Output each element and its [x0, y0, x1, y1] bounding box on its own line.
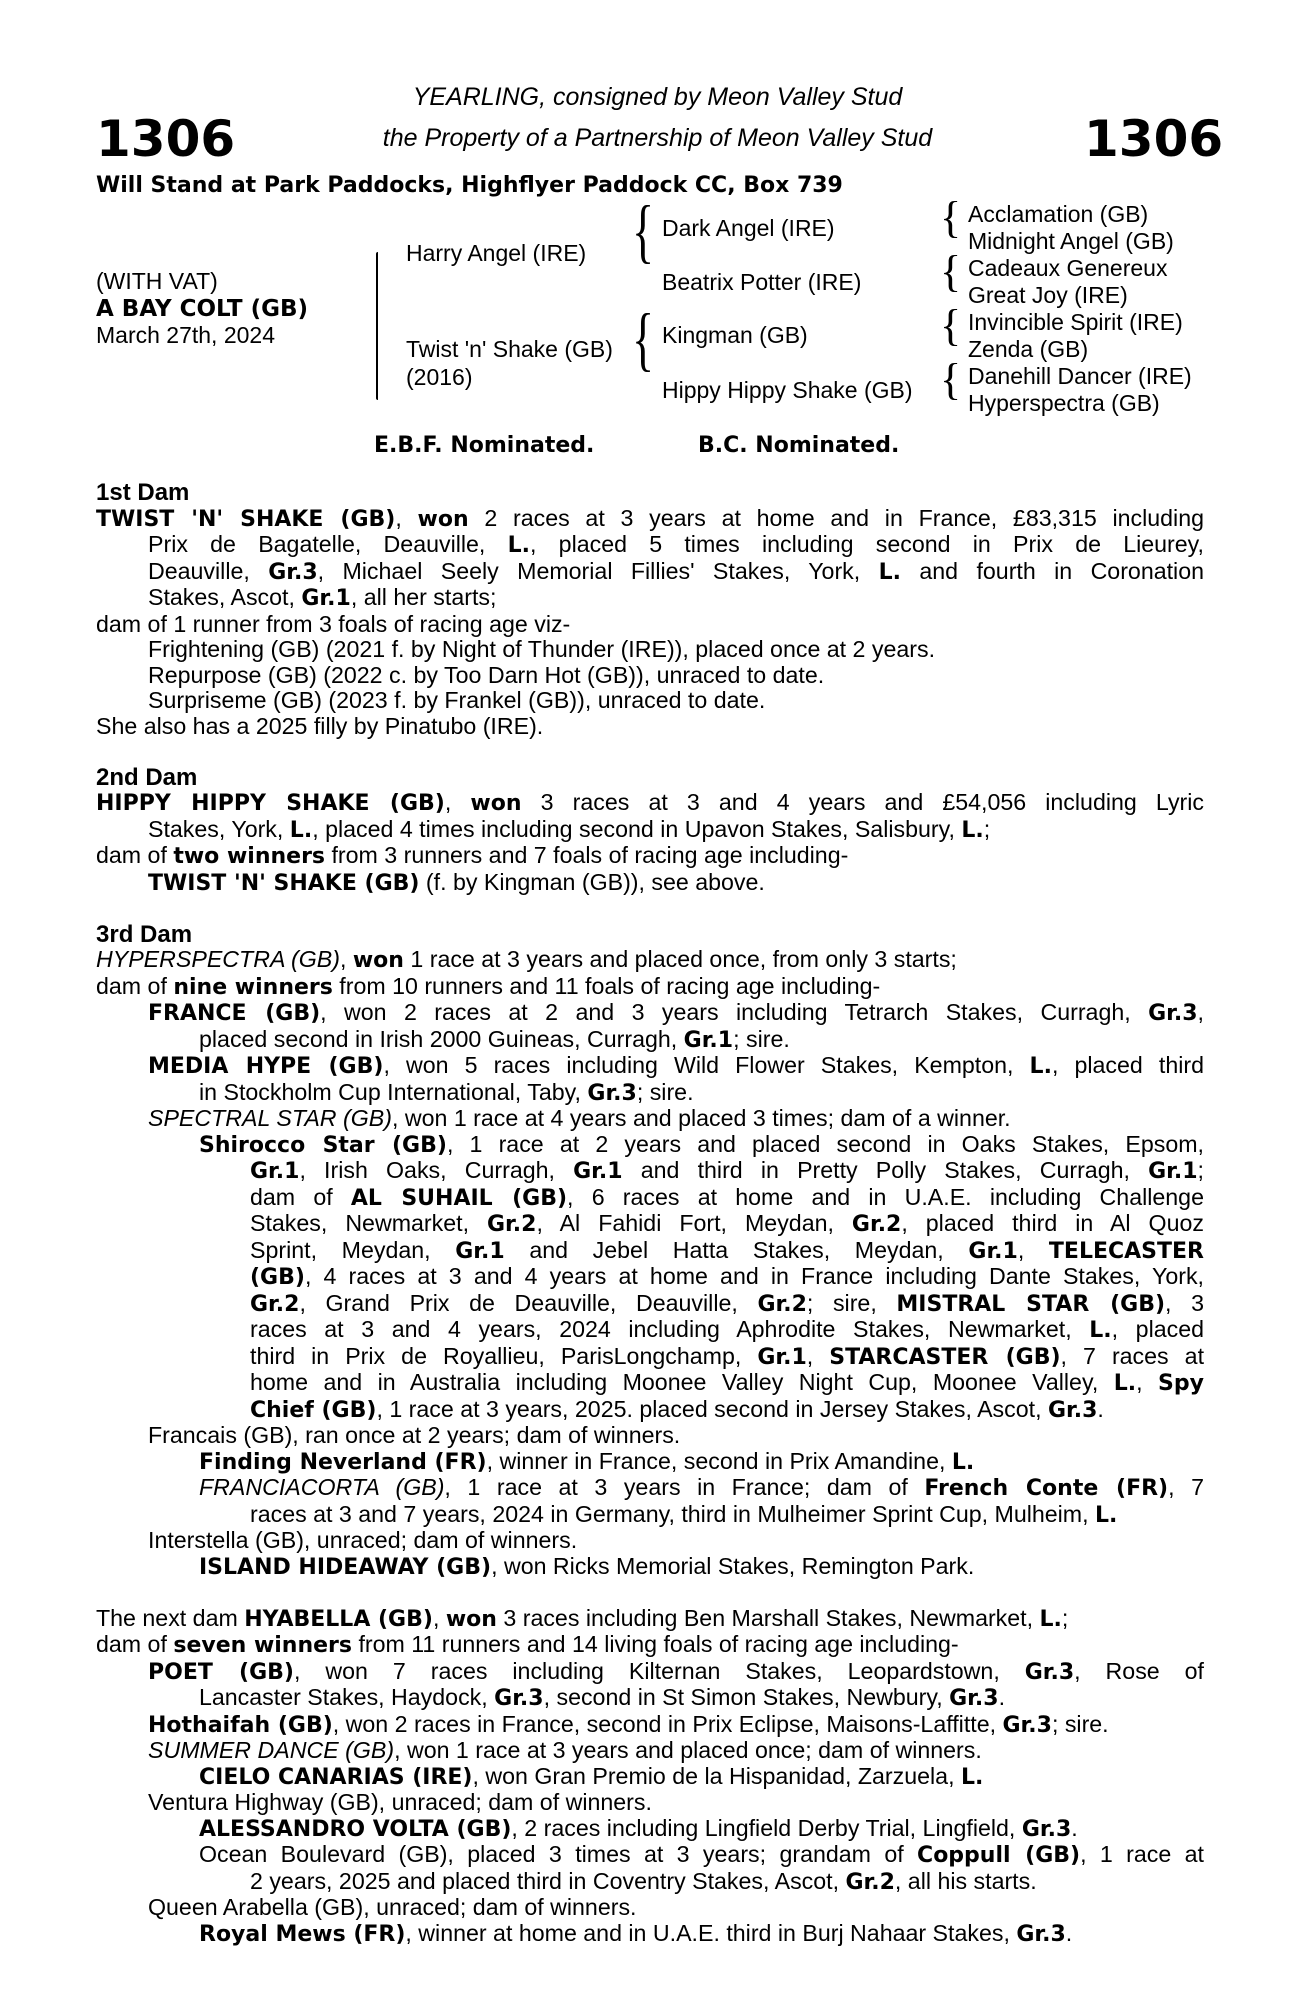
race-grade: Gr.3	[1024, 1659, 1075, 1685]
dam: Twist 'n' Shake (GB)	[406, 336, 613, 362]
produce-item	[96, 1211, 1204, 1238]
text: , 1 race at	[1080, 1841, 1204, 1867]
produce-item	[96, 1291, 1204, 1318]
first-dam-won: won	[417, 506, 469, 532]
first-dam-line	[96, 559, 1204, 586]
horse-name-bold: ALESSANDRO VOLTA (GB)	[199, 1816, 512, 1842]
sire-sire: Dark Angel (IRE)	[662, 215, 835, 241]
text: ;	[1197, 1157, 1204, 1183]
next-dam-line	[96, 1632, 1204, 1659]
first-dam-line	[96, 532, 1204, 559]
produce-item	[96, 1080, 1204, 1107]
horse-name-bold: FRANCE (GB)	[148, 1001, 321, 1026]
first-dam-text: , placed 5 times including second in Prix de Lieurey,	[530, 531, 1204, 557]
produce-item: Frightening (GB) (2021 f. by Night of Thunder (IRE)), placed once at 2 years.	[148, 636, 936, 662]
first-dam-heading: 1st Dam	[96, 479, 190, 506]
text: , 2 races including Lingfield Derby Trial, Lingfield,	[511, 1814, 1022, 1841]
horse-name-bold: TWIST 'N' SHAKE (GB)	[148, 870, 420, 896]
second-dam-line	[96, 843, 1204, 870]
race-grade: L.	[960, 1764, 984, 1790]
horse-name-bold: Coppull (GB)	[917, 1843, 1081, 1868]
horse-name-italic: SPECTRAL STAR (GB)	[148, 1105, 392, 1131]
first-dam-text: Deauville,	[148, 557, 269, 584]
text: dam of	[96, 972, 174, 999]
text: .	[1097, 1395, 1104, 1422]
race-grade: Gr.3	[268, 559, 318, 585]
race-grade: Gr.3	[1047, 1397, 1098, 1423]
grandsire-2: Cadeaux Genereux	[968, 255, 1168, 281]
sire: Harry Angel (IRE)	[406, 240, 587, 266]
race-grade: Gr.3	[1148, 1001, 1198, 1026]
horse-name-bold: TELECASTER	[1048, 1238, 1204, 1264]
property-line: the Property of a Partnership of Meon Valley Stud	[382, 124, 933, 152]
text: ,	[1197, 999, 1204, 1025]
produce-text: (f. by Kingman (GB)), see above.	[419, 868, 765, 895]
produce-item	[96, 1264, 1204, 1291]
race-grade: Gr.2	[250, 1291, 300, 1317]
winner-count: nine winners	[173, 974, 333, 1000]
race-grade: L.	[507, 533, 530, 558]
horse-name-bold: Spy	[1158, 1371, 1204, 1396]
first-dam-line: TWIST 'N' SHAKE (GB), won 2 races at 3 years at home and in France, £83,315 including	[96, 504, 1204, 532]
produce-item	[96, 1370, 1204, 1397]
horse-name-bold: Royal Mews (FR)	[199, 1921, 406, 1947]
text: ; sire.	[733, 1025, 790, 1052]
brace-g1: {	[940, 193, 962, 242]
race-grade: Gr.2	[757, 1291, 807, 1317]
won-label: won	[445, 1606, 497, 1632]
horse-name-italic: SUMMER DANCE (GB)	[148, 1737, 395, 1763]
lot-number-left: 1306	[96, 110, 236, 168]
text: , 4 races at 3 and 4 years at home and in France including Dante Stakes, York,	[304, 1263, 1204, 1289]
produce-item	[96, 1449, 1204, 1476]
horse-name-bold: Shirocco Star (GB)	[199, 1132, 447, 1158]
winner-count: seven winners	[173, 1633, 352, 1658]
text: ; sire.	[1051, 1710, 1109, 1737]
granddam-3: Zenda (GB)	[968, 336, 1089, 362]
text: , Grand Prix de Deauville, Deauville,	[299, 1289, 758, 1316]
race-grade: L.	[878, 559, 901, 585]
text: Ocean Boulevard (GB), placed 3 times at 3 years; grandam of	[199, 1841, 918, 1867]
brace-sire: {	[632, 190, 655, 270]
first-dam-section	[96, 480, 1204, 739]
text: , 7 races at	[1060, 1342, 1205, 1369]
vat-note: (WITH VAT)	[96, 268, 218, 294]
text: ; sire,	[806, 1289, 897, 1316]
text: ;	[1061, 1604, 1069, 1631]
produce-item	[96, 1554, 1204, 1581]
produce-item	[96, 1185, 1204, 1212]
text: , all his starts.	[894, 1867, 1037, 1894]
first-dam-name: TWIST 'N' SHAKE (GB)	[96, 506, 396, 532]
brace-g3: {	[940, 301, 962, 350]
horse-name-bold: Chief (GB)	[250, 1397, 377, 1423]
produce-item	[96, 1132, 1204, 1159]
text: The next dam	[96, 1604, 245, 1631]
text: ,	[1136, 1369, 1159, 1395]
text: , placed third in Al Quoz	[901, 1210, 1204, 1236]
winner-count: two winners	[173, 844, 326, 869]
race-grade: Gr.1	[250, 1159, 300, 1184]
dam-year: (2016)	[406, 364, 473, 390]
race-grade: Gr.3	[494, 1686, 544, 1711]
text: Lancaster Stakes, Haydock,	[199, 1684, 495, 1710]
first-dam-text: , all her starts;	[350, 584, 497, 610]
horse-name-bold: French Conte (FR)	[924, 1476, 1169, 1501]
produce-item	[96, 1000, 1204, 1027]
first-dam-line	[96, 585, 1204, 612]
second-dam-text: 3 races at 3 and 4 years and £54,056 including Lyric	[521, 789, 1205, 815]
race-grade: Gr.3	[1016, 1921, 1066, 1947]
race-grade: Gr.3	[949, 1686, 999, 1711]
text: in Stockholm Cup International, Taby,	[199, 1078, 588, 1105]
third-dam-heading: 3rd Dam	[96, 920, 193, 948]
race-grade: L.	[289, 817, 313, 843]
brace-dam: {	[632, 298, 655, 378]
horse-name-bold: MISTRAL STAR (GB)	[896, 1291, 1166, 1317]
text: ,	[339, 946, 353, 972]
first-dam-produce-intro: dam of 1 runner from 3 foals of racing age viz-	[96, 610, 571, 637]
second-dam-won: won	[470, 791, 522, 816]
first-dam-text: 2 races at 3 years at home and in France, £83,315 including	[468, 504, 1204, 531]
produce-item: Queen Arabella (GB), unraced; dam of winners.	[148, 1894, 637, 1920]
produce-item	[96, 1869, 1204, 1896]
produce-item	[96, 1344, 1204, 1371]
text: , 1 race at 3 years, 2025. placed second in Jersey Stakes, Ascot,	[376, 1395, 1048, 1422]
text: races at 3 and 4 years, 2024 including Aphrodite Stakes, Newmarket,	[250, 1316, 1090, 1342]
text: placed second in Irish 2000 Guineas, Curragh,	[199, 1025, 684, 1052]
text: , Irish Oaks, Curragh,	[299, 1157, 574, 1183]
horse-name-bold: ISLAND HIDEAWAY (GB)	[199, 1554, 492, 1580]
race-grade: L.	[1029, 1054, 1052, 1079]
produce-item	[96, 1053, 1204, 1080]
text: .	[998, 1684, 1006, 1710]
produce-item	[96, 1238, 1204, 1265]
grandsire-1: Acclamation (GB)	[968, 201, 1149, 227]
race-grade: Gr.1	[1148, 1159, 1198, 1184]
produce-item	[96, 1027, 1204, 1054]
horse-name: A BAY COLT (GB)	[96, 296, 309, 322]
produce-item	[96, 1659, 1204, 1686]
text: and Jebel Hatta Stakes, Meydan,	[504, 1236, 969, 1263]
second-dam-text: ;	[983, 815, 991, 842]
horse-name-bold: POET (GB)	[148, 1659, 294, 1685]
horse-name-bold: AL SUHAIL (GB)	[350, 1185, 568, 1211]
won-label: won	[352, 948, 404, 973]
text: , won 5 races including Wild Flower Stakes, Kempton,	[383, 1052, 1030, 1078]
dam-dam: Hippy Hippy Shake (GB)	[662, 377, 913, 403]
foaling-date: March 27th, 2024	[96, 322, 276, 348]
text: , second in St Simon Stakes, Newbury,	[543, 1684, 950, 1710]
race-grade: L.	[1089, 1318, 1112, 1343]
second-dam-name: HIPPY HIPPY SHAKE (GB)	[96, 791, 445, 816]
first-dam-text: Prix de Bagatelle, Deauville,	[148, 531, 508, 557]
race-grade: Gr.1	[683, 1027, 734, 1053]
second-dam-line: HIPPY HIPPY SHAKE (GB), won 3 races at 3 and 4 years and £54,056 including Lyric	[96, 789, 1205, 816]
third-dam-line	[96, 974, 1204, 1001]
race-grade: Gr.2	[487, 1212, 537, 1237]
text: ,	[1017, 1236, 1049, 1263]
horse-name-bold: (GB)	[250, 1265, 305, 1290]
first-dam-text: Stakes, Ascot,	[148, 584, 302, 610]
text: dam of	[250, 1183, 351, 1210]
first-dam-text: , Michael Seely Memorial Fillies' Stakes, York,	[317, 557, 879, 584]
produce-item	[96, 1764, 1204, 1791]
text: 3 races including Ben Marshall Stakes, Newmarket,	[496, 1604, 1040, 1631]
ebf-nomination: E.B.F. Nominated.	[374, 433, 595, 458]
horse-name-bold: STARCASTER (GB)	[829, 1344, 1061, 1370]
lot-number-right: 1306	[1084, 110, 1224, 168]
produce-item	[96, 1475, 1204, 1502]
text: , placed	[1111, 1316, 1204, 1342]
catalogue-body	[96, 480, 1204, 1947]
text: ,	[432, 1604, 446, 1631]
produce-item	[96, 1106, 1204, 1132]
horse-name-italic: FRANCIACORTA (GB)	[199, 1474, 445, 1500]
text: , won Ricks Memorial Stakes, Remington Park.	[491, 1552, 975, 1579]
text: from 11 runners and 14 living foals of racing age including-	[352, 1631, 959, 1657]
text: , won Gran Premio de la Hispanidad, Zarzuela,	[472, 1762, 961, 1789]
race-grade: L.	[951, 1449, 975, 1475]
race-grade: L.	[961, 817, 984, 843]
horse-name-bold: Hothaifah (GB)	[148, 1712, 333, 1738]
brace-g4: {	[940, 355, 962, 404]
text: races at 3 and 7 years, 2024 in Germany, third in Mulheimer Sprint Cup, Mulheim,	[250, 1500, 1096, 1527]
location-line: Will Stand at Park Paddocks, Highflyer Paddock CC, Box 739	[96, 173, 843, 198]
text: ; sire.	[636, 1078, 694, 1105]
third-dam-section	[96, 922, 1204, 1581]
grandsire-4: Danehill Dancer (IRE)	[968, 363, 1192, 389]
text: , Rose of	[1074, 1657, 1204, 1684]
first-dam-text: and fourth in Coronation	[901, 557, 1204, 584]
next-dam-name: HYABELLA (GB)	[244, 1606, 433, 1632]
race-grade: Gr.1	[301, 586, 351, 611]
third-dam-line	[96, 947, 1204, 974]
text: 1 race at 3 years and placed once, from only 3 starts;	[403, 946, 957, 972]
granddam-2: Great Joy (IRE)	[968, 282, 1128, 308]
produce-item	[96, 1921, 1204, 1948]
produce-item	[96, 1158, 1204, 1185]
text: , won 1 race at 3 years and placed once; dam of winners.	[394, 1737, 982, 1763]
second-dam-text: dam of	[96, 842, 174, 868]
produce-item	[96, 1738, 1204, 1764]
race-grade: Gr.3	[587, 1080, 637, 1106]
produce-item	[96, 1502, 1204, 1529]
dam-sire: Kingman (GB)	[662, 322, 808, 348]
text: , won 1 race at 4 years and placed 3 times; dam of a winner.	[391, 1105, 1011, 1131]
text: , 6 races at home and in U.A.E. including Challenge	[567, 1183, 1204, 1210]
first-dam-note: She also has a 2025 filly by Pinatubo (IRE).	[96, 712, 544, 739]
next-dam-section	[96, 1606, 1204, 1948]
third-dam-name: HYPERSPECTRA (GB)	[96, 946, 340, 972]
text: , won 2 races at 2 and 3 years including Tetrarch Stakes, Curragh,	[320, 999, 1149, 1025]
race-grade: L.	[1039, 1606, 1062, 1632]
horse-name-bold: MEDIA HYPE (GB)	[148, 1054, 384, 1079]
produce-item	[96, 1397, 1204, 1424]
brace-g2: {	[940, 247, 962, 296]
race-grade: Gr.2	[845, 1869, 895, 1895]
horse-name-bold: Finding Neverland (FR)	[199, 1449, 487, 1475]
race-grade: Gr.1	[968, 1238, 1018, 1264]
race-grade: Gr.2	[851, 1212, 902, 1237]
second-dam-section	[96, 765, 1204, 897]
text: .	[1071, 1814, 1078, 1841]
text: 2 years, 2025 and placed third in Coventry Stakes, Ascot,	[250, 1867, 846, 1894]
text: , placed third	[1051, 1052, 1204, 1078]
produce-item: Repurpose (GB) (2022 c. by Too Darn Hot (GB)), unraced to date.	[148, 661, 825, 688]
race-grade: Gr.1	[757, 1344, 807, 1370]
text: home and in Australia including Moonee Valley Night Cup, Moonee Valley,	[250, 1369, 1114, 1395]
produce-item: Interstella (GB), unraced; dam of winners.	[148, 1527, 578, 1553]
text: , 7	[1168, 1474, 1204, 1500]
second-dam-text: from 3 runners and 7 foals of racing age including-	[325, 842, 849, 868]
produce-item	[96, 1317, 1204, 1344]
grandsire-3: Invincible Spirit (IRE)	[968, 309, 1183, 335]
second-dam-heading: 2nd Dam	[96, 763, 198, 791]
produce-item: Ventura Highway (GB), unraced; dam of winners.	[148, 1789, 652, 1815]
race-grade: Gr.1	[455, 1238, 505, 1264]
race-grade: Gr.3	[1021, 1816, 1072, 1842]
sire-dam: Beatrix Potter (IRE)	[662, 269, 862, 295]
text: , 3	[1165, 1289, 1205, 1316]
text: ,	[806, 1342, 830, 1369]
text: , winner in France, second in Prix Amandine,	[486, 1447, 952, 1474]
race-grade: Gr.3	[1002, 1712, 1052, 1738]
produce-item: Francais (GB), ran once at 2 years; dam of winners.	[148, 1422, 681, 1448]
produce-item	[96, 870, 1204, 897]
text: and third in Pretty Polly Stakes, Curragh,	[622, 1157, 1149, 1183]
text: , winner at home and in U.A.E. third in Burj Nahaar Stakes,	[405, 1919, 1017, 1946]
horse-name-bold: CIELO CANARIAS (IRE)	[199, 1764, 473, 1790]
race-grade: L.	[1113, 1371, 1137, 1396]
produce-item	[96, 1816, 1204, 1843]
produce-item	[96, 1685, 1204, 1712]
granddam-1: Midnight Angel (GB)	[968, 228, 1174, 254]
text: third in Prix de Royallieu, ParisLongchamp,	[250, 1342, 758, 1369]
text: dam of	[96, 1631, 174, 1657]
pedigree-brace-main	[376, 252, 378, 400]
text: , 1 race at 2 years and placed second in Oaks Stakes, Epsom,	[446, 1130, 1204, 1157]
text: Sprint, Meydan,	[250, 1236, 456, 1263]
consignor-line: YEARLING, consigned by Meon Valley Stud	[412, 83, 903, 111]
race-grade: Gr.1	[573, 1159, 623, 1184]
text: , 1 race at 3 years in France; dam of	[444, 1474, 925, 1500]
second-dam-text: Stakes, York,	[148, 815, 290, 842]
second-dam-text: , placed 4 times including second in Upavon Stakes, Salisbury,	[312, 815, 962, 842]
text: .	[1065, 1919, 1073, 1946]
text: , won 7 races including Kilternan Stakes, Leopardstown,	[293, 1657, 1025, 1684]
produce-item: Surpriseme (GB) (2023 f. by Frankel (GB)), unraced to date.	[148, 687, 766, 713]
text: Stakes, Newmarket,	[250, 1210, 487, 1236]
second-dam-line	[96, 817, 1204, 844]
race-grade: L.	[1095, 1502, 1118, 1528]
text: , won 2 races in France, second in Prix Eclipse, Maisons-Laffitte,	[332, 1710, 1003, 1737]
bc-nomination: B.C. Nominated.	[698, 433, 900, 458]
text: from 10 runners and 11 foals of racing age including-	[332, 972, 881, 999]
next-dam-line	[96, 1606, 1204, 1633]
text: , Al Fahidi Fort, Meydan,	[536, 1210, 852, 1236]
produce-item	[96, 1842, 1204, 1869]
granddam-4: Hyperspectra (GB)	[968, 390, 1160, 416]
produce-item	[96, 1712, 1204, 1739]
